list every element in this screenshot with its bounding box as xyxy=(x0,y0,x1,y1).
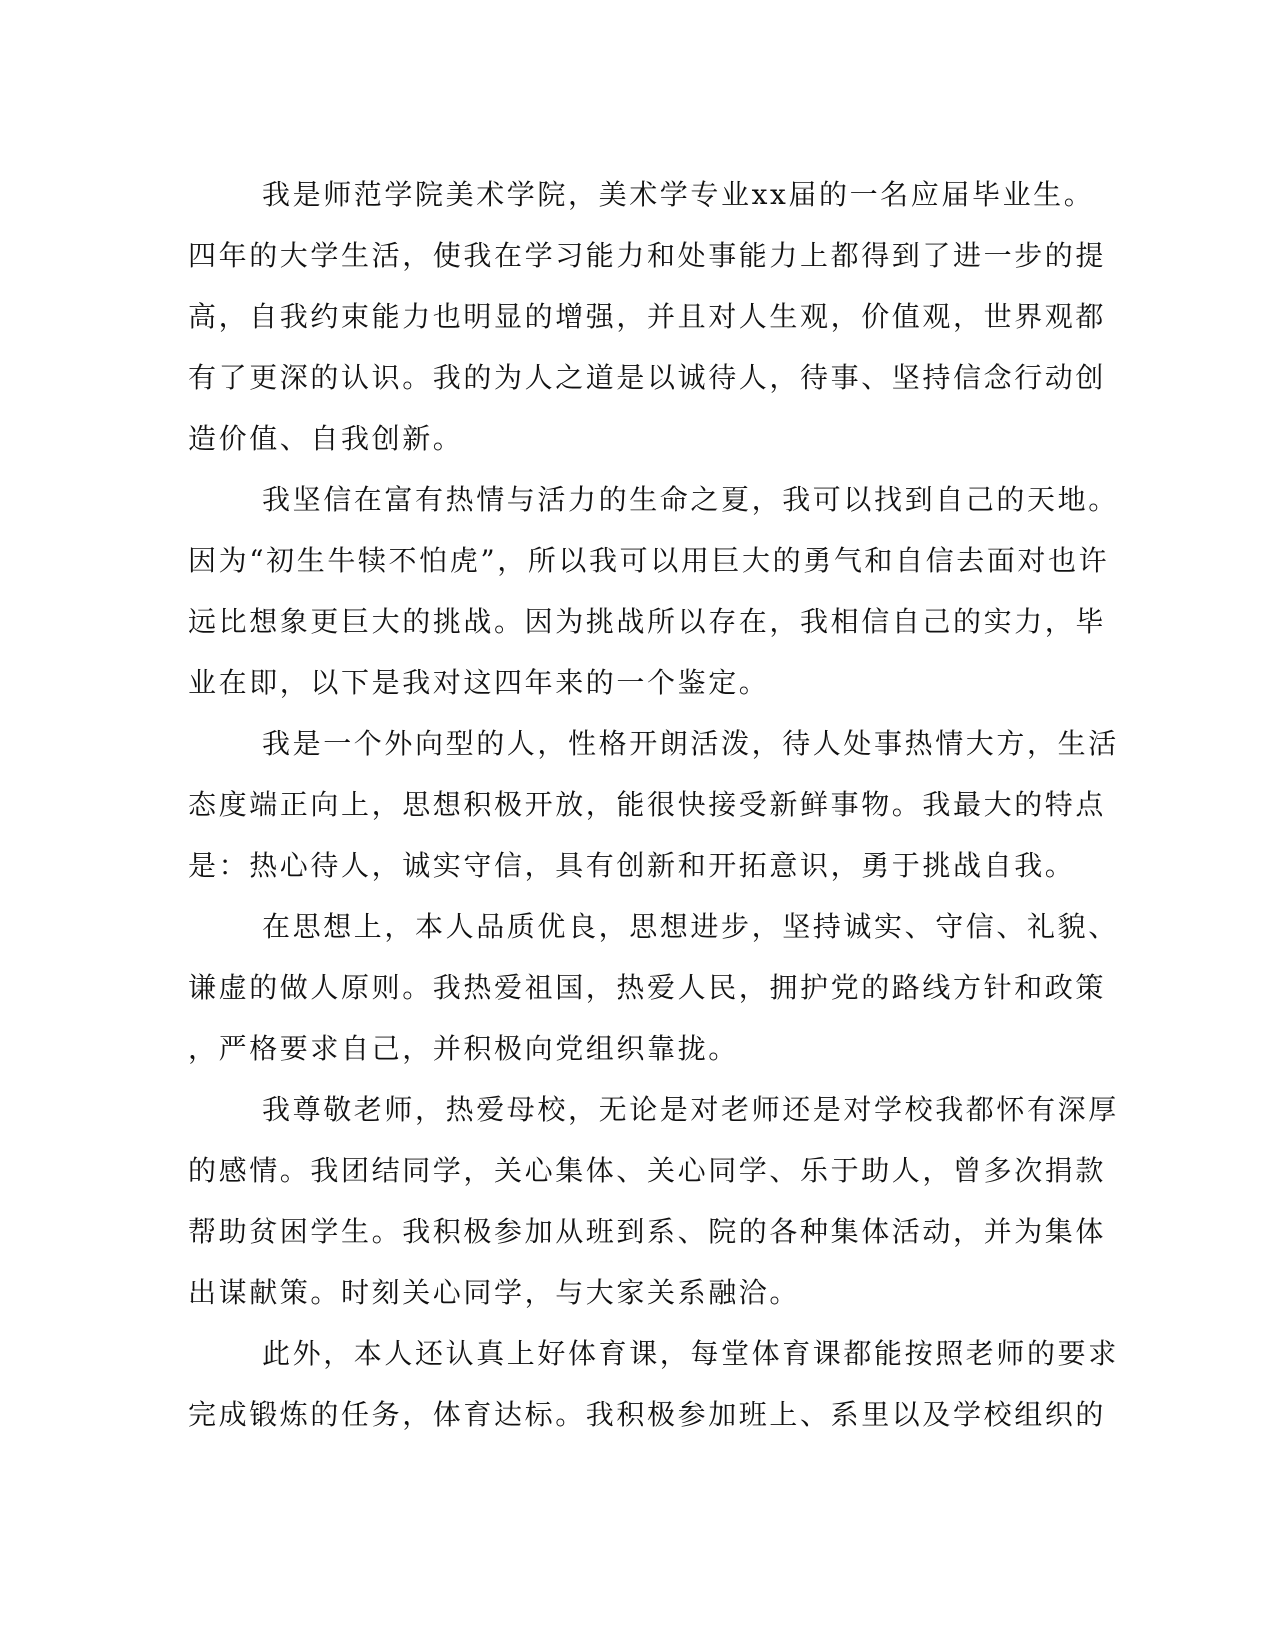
paragraph-line: 高，自我约束能力也明显的增强，并且对人生观，价值观，世界观都 xyxy=(188,300,1107,333)
paragraph-line: 的感情。我团结同学，关心集体、关心同学、乐于助人，曾多次捐款 xyxy=(188,1154,1107,1187)
paragraph-line: 因为“初生牛犊不怕虎”，所以我可以用巨大的勇气和自信去面对也许 xyxy=(188,544,1110,577)
paragraph-6 xyxy=(188,1323,1119,1445)
paragraph-2 xyxy=(188,469,1119,713)
paragraph-line: 在思想上，本人品质优良，思想进步，坚持诚实、守信、礼貌、 xyxy=(262,910,1119,943)
document-body xyxy=(188,164,1119,1445)
paragraph-line: ，严格要求自己，并积极向党组织靠拢。 xyxy=(188,1032,739,1065)
paragraph-line: 谦虚的做人原则。我热爱祖国，热爱人民，拥护党的路线方针和政策 xyxy=(188,971,1107,1004)
paragraph-1 xyxy=(188,164,1107,469)
paragraph-3 xyxy=(188,713,1119,896)
paragraph-line: 我是师范学院美术学院，美术学专业xx届的一名应届毕业生。 xyxy=(262,178,1095,211)
paragraph-line: 四年的大学生活，使我在学习能力和处事能力上都得到了进一步的提 xyxy=(188,239,1107,272)
paragraph-line: 我是一个外向型的人，性格开朗活泼，待人处事热情大方，生活 xyxy=(262,727,1119,760)
paragraph-line: 我尊敬老师，热爱母校，无论是对老师还是对学校我都怀有深厚 xyxy=(262,1093,1119,1126)
paragraph-line: 是：热心待人，诚实守信，具有创新和开拓意识，勇于挑战自我。 xyxy=(188,849,1076,882)
paragraph-line: 态度端正向上，思想积极开放，能很快接受新鲜事物。我最大的特点 xyxy=(188,788,1107,821)
paragraph-line: 我坚信在富有热情与活力的生命之夏，我可以找到自己的天地。 xyxy=(262,483,1119,516)
paragraph-line: 帮助贫困学生。我积极参加从班到系、院的各种集体活动，并为集体 xyxy=(188,1215,1107,1248)
paragraph-line: 完成锻炼的任务，体育达标。我积极参加班上、系里以及学校组织的 xyxy=(188,1398,1107,1431)
paragraph-5 xyxy=(188,1079,1119,1323)
paragraph-line: 此外，本人还认真上好体育课，每堂体育课都能按照老师的要求 xyxy=(262,1337,1119,1370)
paragraph-line: 出谋献策。时刻关心同学，与大家关系融洽。 xyxy=(188,1276,801,1309)
paragraph-line: 有了更深的认识。我的为人之道是以诚待人，待事、坚持信念行动创 xyxy=(188,361,1107,394)
paragraph-line: 业在即，以下是我对这四年来的一个鉴定。 xyxy=(188,666,770,699)
paragraph-line: 远比想象更巨大的挑战。因为挑战所以存在，我相信自己的实力，毕 xyxy=(188,605,1107,638)
paragraph-4 xyxy=(188,896,1119,1079)
paragraph-line: 造价值、自我创新。 xyxy=(188,422,464,455)
